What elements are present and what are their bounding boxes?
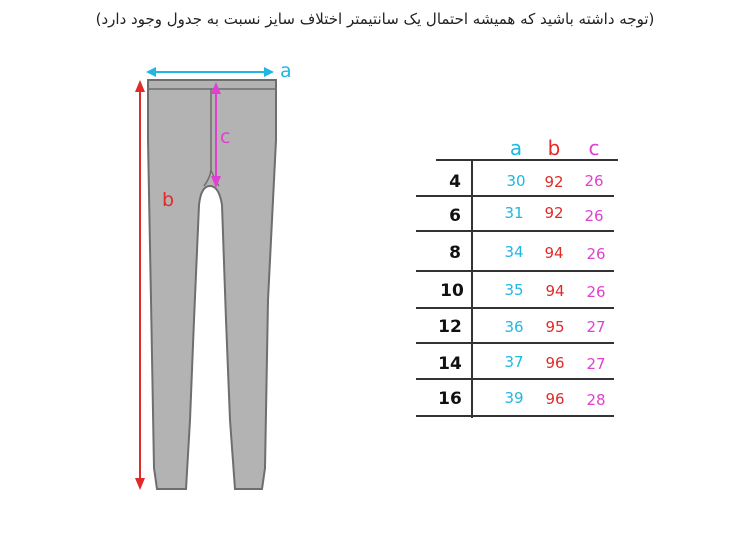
table-row: [416, 353, 614, 379]
cell-c: 27: [586, 318, 606, 336]
leggings-illustration: [148, 80, 276, 489]
cell-a: 31: [504, 204, 524, 222]
size-label: 12: [438, 317, 462, 337]
table-row: [416, 243, 614, 271]
cell-c: 26: [586, 283, 606, 301]
size-label: 16: [438, 389, 462, 409]
cell-c: 28: [586, 391, 606, 409]
cell-b: 96: [545, 354, 565, 372]
size-label: 6: [449, 206, 461, 226]
cell-b: 96: [545, 390, 565, 408]
size-label: 10: [440, 281, 464, 301]
size-label: 14: [438, 354, 462, 374]
column-header-b: b: [547, 136, 561, 160]
cell-b: 92: [544, 204, 564, 222]
size-note: (توجه داشته باشید که همیشه احتمال یک سانتیمتر اختلاف سایز نسبت به جدول وجود دارد): [95, 10, 655, 28]
cell-b: 94: [545, 282, 565, 300]
dimension-a: [146, 60, 292, 82]
column-header-c: c: [588, 136, 600, 160]
cell-a: 35: [504, 281, 524, 299]
table-row: [416, 317, 614, 343]
cell-a: 30: [506, 172, 526, 190]
column-header-a: a: [509, 136, 523, 160]
leggings-shape: [148, 80, 276, 489]
size-label: 4: [449, 172, 461, 192]
cell-a: 36: [504, 318, 524, 336]
table-row: [416, 172, 614, 196]
table-row: [416, 204, 614, 231]
cell-c: 26: [586, 245, 606, 263]
table-row: [416, 281, 614, 308]
cell-a: 37: [504, 353, 524, 371]
cell-c: 26: [584, 172, 604, 190]
label-c: c: [220, 126, 231, 148]
table-row: [416, 389, 614, 416]
cell-c: 27: [586, 355, 606, 373]
cell-b: 94: [544, 244, 564, 262]
cell-b: 95: [545, 318, 565, 336]
size-table: [416, 136, 618, 418]
cell-b: 92: [544, 173, 564, 191]
cell-a: 34: [504, 243, 524, 261]
cell-c: 26: [584, 207, 604, 225]
label-b: b: [162, 189, 175, 211]
size-label: 8: [449, 243, 461, 263]
label-a: a: [280, 60, 292, 82]
cell-a: 39: [504, 389, 524, 407]
